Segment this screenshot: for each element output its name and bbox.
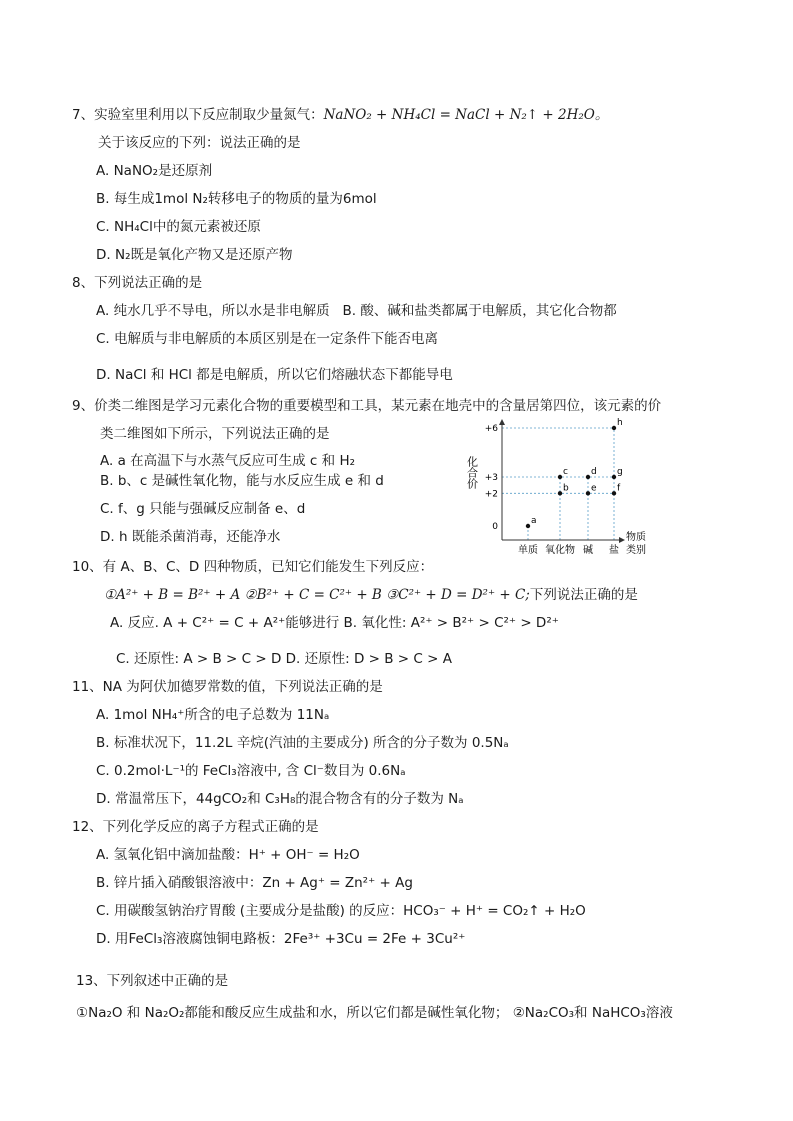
q9-title: 9、价类二维图是学习元素化合物的重要模型和工具，某元素在地壳中的含量居第四位，该元素的价 — [72, 398, 662, 414]
q9-option-c: C. f、g 只能与强碱反应制备 e、d — [100, 501, 306, 517]
data-point-label: h — [617, 418, 623, 428]
data-point-c — [558, 475, 562, 479]
q7-option-c: C. NH₄Cl中的氮元素被还原 — [96, 219, 261, 235]
q8-option-a: A. 纯水几乎不导电，所以水是非电解质 — [96, 303, 330, 319]
q12-option-d: D. 用FeCl₃溶液腐蚀铜电路板：2Fe³⁺ +3Cu = 2Fe + 3Cu²⁺ — [96, 931, 466, 947]
q8-option-c: C. 电解质与非电解质的本质区别是在一定条件下能否电离 — [96, 331, 439, 347]
q9-option-d: D. h 既能杀菌消毒，还能净水 — [100, 529, 281, 545]
q7-equation: NaNO₂ + NH₄Cl = NaCl + N₂↑ + 2H₂O。 — [323, 107, 609, 123]
data-point-d — [586, 475, 590, 479]
x-axis-label-2: 类别 — [626, 545, 646, 556]
q7-title: 7、实验室里利用以下反应制取少量氮气：NaNO₂ + NH₄Cl = NaCl + N₂↑ + 2H₂O。 — [72, 107, 609, 123]
data-point-label: f — [617, 483, 621, 494]
q10-options-cd: C. 还原性: A > B > C > D D. 还原性: D > B > C > A — [116, 651, 452, 667]
q7-option-b: B. 每生成1mol N₂转移电子的物质的量为6mol — [96, 191, 377, 207]
q11-title: 11、NA 为阿伏加德罗常数的值，下列说法正确的是 — [72, 679, 383, 695]
data-point-b — [558, 491, 562, 495]
data-points — [526, 418, 623, 528]
y-tick-label: 0 — [492, 522, 498, 532]
q11-option-c: C. 0.2mol·L⁻¹的 FeCl₃溶液中, 含 Cl⁻数目为 0.6Nₐ — [96, 763, 406, 779]
q12-option-c: C. 用碳酸氢钠治疗胃酸 (主要成分是盐酸) 的反应：HCO₃⁻ + H⁺ = CO₂↑ + H₂O — [96, 903, 586, 919]
q8-title: 8、下列说法正确的是 — [72, 275, 203, 291]
q7-stem: 关于该反应的下列：说法正确的是 — [98, 135, 301, 151]
y-tick-label: +3 — [484, 473, 498, 483]
q10-reactions-tail: 下列说法正确的是 — [529, 587, 638, 603]
q10-reaction-list: ①A²⁺ + B = B²⁺ + A ②B²⁺ + C = C²⁺ + B ③C²⁺ + D = D²⁺ + C; — [104, 587, 530, 603]
q8-option-b: B. 酸、碱和盐类都属于电解质，其它化合物都 — [342, 303, 617, 319]
data-point-label: d — [591, 467, 597, 477]
q11-option-d: D. 常温常压下，44gCO₂和 C₃H₈的混合物含有的分子数为 Nₐ — [96, 791, 464, 807]
data-point-label: g — [617, 467, 623, 477]
q10-reactions — [104, 586, 638, 604]
q9-option-a: A. a 在高温下与水蒸气反应可生成 c 和 H₂ — [100, 453, 356, 469]
q10-options-ab: A. 反应. A + C²⁺ = C + A²⁺能够进行 B. 氧化性: A²⁺ > B²⁺ > C²⁺ > D²⁺ — [110, 615, 559, 631]
x-category-label: 单质 — [518, 545, 538, 556]
q7-option-d: D. N₂既是氧化产物又是还原产物 — [96, 247, 293, 263]
x-axis-label-1: 物质 — [626, 532, 646, 543]
q12-option-b: B. 锌片插入硝酸银溶液中：Zn + Ag⁺ = Zn²⁺ + Ag — [96, 875, 413, 891]
chart-grid — [502, 428, 614, 540]
data-point-label: a — [531, 516, 537, 526]
data-point-label: b — [563, 483, 569, 494]
y-tick-label: +6 — [484, 424, 498, 434]
x-category-label: 氧化物 — [545, 545, 575, 556]
x-category-label: 盐 — [609, 545, 619, 556]
q9-stem: 类二维图如下所示，下列说法正确的是 — [100, 426, 330, 442]
q9-option-b: B. b、c 是碱性氧化物，能与水反应生成 e 和 d — [100, 473, 384, 489]
data-point-f — [612, 491, 616, 495]
y-axis-label: 化合价 — [466, 456, 479, 489]
y-ticks — [485, 424, 499, 532]
valence-class-chart — [466, 416, 662, 564]
q12-option-a: A. 氢氧化铝中滴加盐酸：H⁺ + OH⁻ = H₂O — [96, 847, 360, 863]
q11-option-a: A. 1mol NH₄⁺所含的电子总数为 11Nₐ — [96, 707, 330, 723]
q11-option-b: B. 标准状况下，11.2L 辛烷(汽油的主要成分) 所含的分子数为 0.5Nₐ — [96, 735, 509, 751]
q7-option-a: A. NaNO₂是还原剂 — [96, 163, 213, 179]
y-tick-label: +2 — [484, 489, 498, 500]
data-point-e — [586, 491, 590, 495]
q8-option-d: D. NaCl 和 HCl 都是电解质，所以它们熔融状态下都能导电 — [96, 367, 453, 383]
data-point-label: c — [563, 467, 568, 477]
q13-title: 13、下列叙述中正确的是 — [76, 973, 229, 989]
data-point-g — [612, 475, 616, 479]
x-category-label: 碱 — [583, 545, 593, 556]
q8-option-ab — [96, 302, 617, 320]
q12-title: 12、下列化学反应的离子方程式正确的是 — [72, 819, 319, 835]
q13-line-1: ①Na₂O 和 Na₂O₂都能和酸反应生成盐和水，所以它们都是碱性氧化物； ②Na₂CO₃和 NaHCO₃溶液 — [76, 1005, 673, 1021]
data-point-a — [526, 524, 530, 528]
x-categories — [518, 543, 619, 556]
data-point-label: e — [591, 483, 597, 494]
q10-title: 10、有 A、B、C、D 四种物质，已知它们能发生下列反应： — [72, 559, 434, 575]
data-point-h — [612, 426, 616, 430]
